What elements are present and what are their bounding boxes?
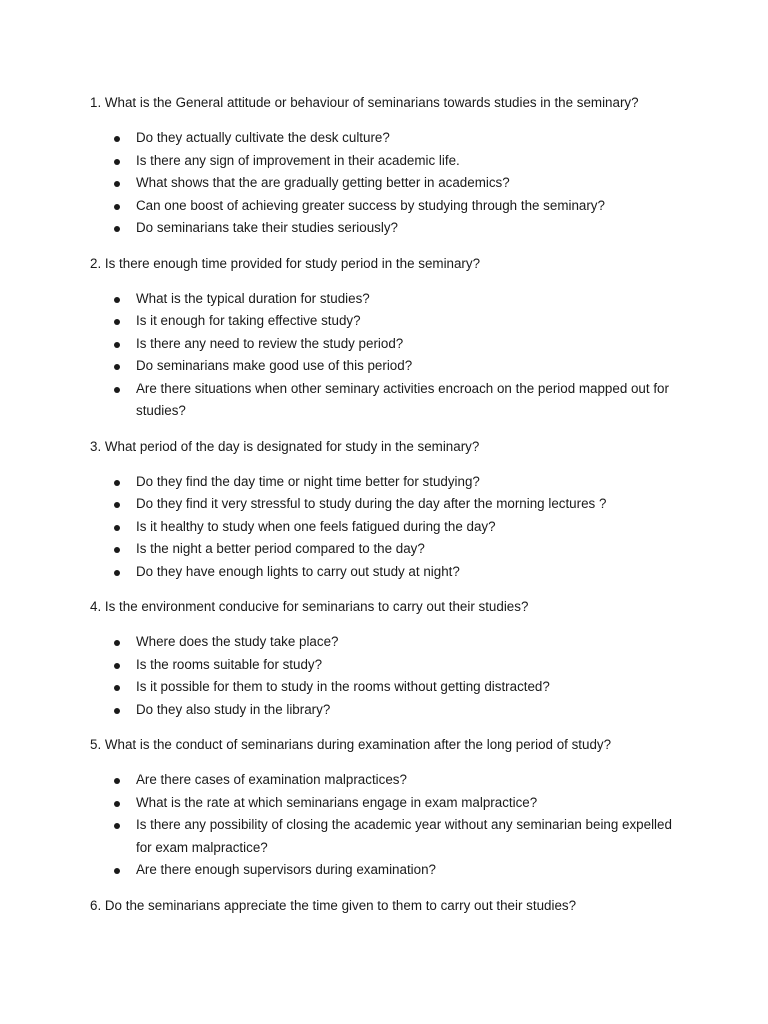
list-item [90, 654, 690, 677]
sub-question-list [90, 288, 690, 423]
list-item [90, 859, 690, 882]
sub-question-text: Is there any sign of improvement in their academic life. [136, 152, 460, 168]
sub-question-text: Are there enough supervisors during examination? [136, 862, 436, 877]
bullet-icon [114, 387, 120, 393]
bullet-icon [114, 823, 120, 829]
list-item [90, 333, 690, 356]
sub-question-text: Do seminarians make good use of this period? [136, 358, 413, 373]
bullet-icon [114, 801, 120, 807]
sub-question-text: Do seminarians take their studies seriously? [136, 220, 398, 235]
sub-question-text: What is the rate at which seminarians engage in exam malpractice? [136, 794, 538, 810]
bullet-icon [114, 480, 120, 486]
bullet-icon [114, 159, 120, 165]
question-heading: 3. What period of the day is designated for study in the seminary? [90, 438, 480, 454]
bullet-icon [114, 297, 120, 303]
sub-question-text: Where does the study take place? [136, 634, 339, 649]
list-item [90, 792, 690, 815]
sub-question-text: Is the rooms suitable for study? [136, 656, 323, 672]
question-section [90, 253, 690, 423]
list-item [90, 355, 690, 378]
list-item [90, 814, 690, 859]
list-item [90, 676, 690, 699]
sub-question-text: Do they also study in the library? [136, 701, 331, 717]
bullet-icon [114, 547, 120, 553]
sub-question-text: Do they actually cultivate the desk culture? [136, 130, 390, 145]
sub-question-text: Is it possible for them to study in the rooms without getting distracted? [136, 679, 550, 694]
question-section [90, 734, 690, 882]
list-item [90, 631, 690, 654]
bullet-icon [114, 136, 120, 142]
bullet-icon [114, 525, 120, 531]
question-heading: 5. What is the conduct of seminarians during examination after the long period of study? [90, 737, 612, 752]
question-heading: 4. Is the environment conducive for seminarians to carry out their studies? [90, 599, 529, 614]
sub-question-text: Is there any need to review the study period? [136, 335, 404, 351]
list-item [90, 217, 690, 240]
bullet-icon [114, 708, 120, 714]
sub-question-text: Do they find it very stressful to study during the day after the morning lectures ? [136, 496, 607, 511]
bullet-icon [114, 502, 120, 508]
list-item [90, 471, 690, 494]
sub-question-text: Are there situations when other seminary activities encroach on the period mapped out for studies? [136, 380, 669, 418]
bullet-icon [114, 663, 120, 669]
bullet-icon [114, 685, 120, 691]
list-item [90, 699, 690, 722]
sub-question-text: Do they find the day time or night time better for studying? [136, 473, 480, 489]
sub-question-text: Do they have enough lights to carry out study at night? [136, 563, 460, 579]
list-item [90, 538, 690, 561]
list-item [90, 493, 690, 516]
sub-question-list [90, 471, 690, 584]
sub-question-text: Is it healthy to study when one feels fatigued during the day? [136, 518, 496, 534]
list-item [90, 310, 690, 333]
sub-question-text: Is the night a better period compared to the day? [136, 541, 425, 556]
sub-question-list [90, 631, 690, 721]
bullet-icon [114, 640, 120, 646]
list-item [90, 769, 690, 792]
list-item [90, 561, 690, 584]
bullet-icon [114, 868, 120, 874]
sub-question-text: Can one boost of achieving greater success by studying through the seminary? [136, 197, 605, 213]
bullet-icon [114, 204, 120, 210]
bullet-icon [114, 319, 120, 325]
list-item [90, 288, 690, 311]
list-item [90, 516, 690, 539]
question-section [90, 596, 690, 721]
questionnaire [90, 92, 690, 930]
sub-question-text: Are there cases of examination malpractices? [136, 772, 407, 787]
bullet-icon [114, 364, 120, 370]
bullet-icon [114, 226, 120, 232]
question-heading: 1. What is the General attitude or behaviour of seminarians towards studies in the seminary? [90, 95, 639, 110]
bullet-icon [114, 778, 120, 784]
list-item [90, 150, 690, 173]
list-item [90, 378, 690, 423]
sub-question-list [90, 127, 690, 240]
question-heading: 6. Do the seminarians appreciate the time given to them to carry out their studies? [90, 897, 577, 913]
list-item [90, 195, 690, 218]
sub-question-text: Is it enough for taking effective study? [136, 313, 361, 328]
question-section [90, 92, 690, 240]
bullet-icon [114, 570, 120, 576]
sub-question-text: What is the typical duration for studies? [136, 290, 370, 306]
sub-question-text: Is there any possibility of closing the academic year without any seminarian being expelled for exam malpractice? [136, 817, 672, 855]
question-section [90, 436, 690, 584]
sub-question-text: What shows that the are gradually getting better in academics? [136, 175, 510, 190]
list-item [90, 127, 690, 150]
sub-question-list [90, 769, 690, 882]
question-section [90, 895, 690, 917]
question-heading: 2. Is there enough time provided for study period in the seminary? [90, 255, 481, 271]
list-item [90, 172, 690, 195]
bullet-icon [114, 181, 120, 187]
bullet-icon [114, 342, 120, 348]
